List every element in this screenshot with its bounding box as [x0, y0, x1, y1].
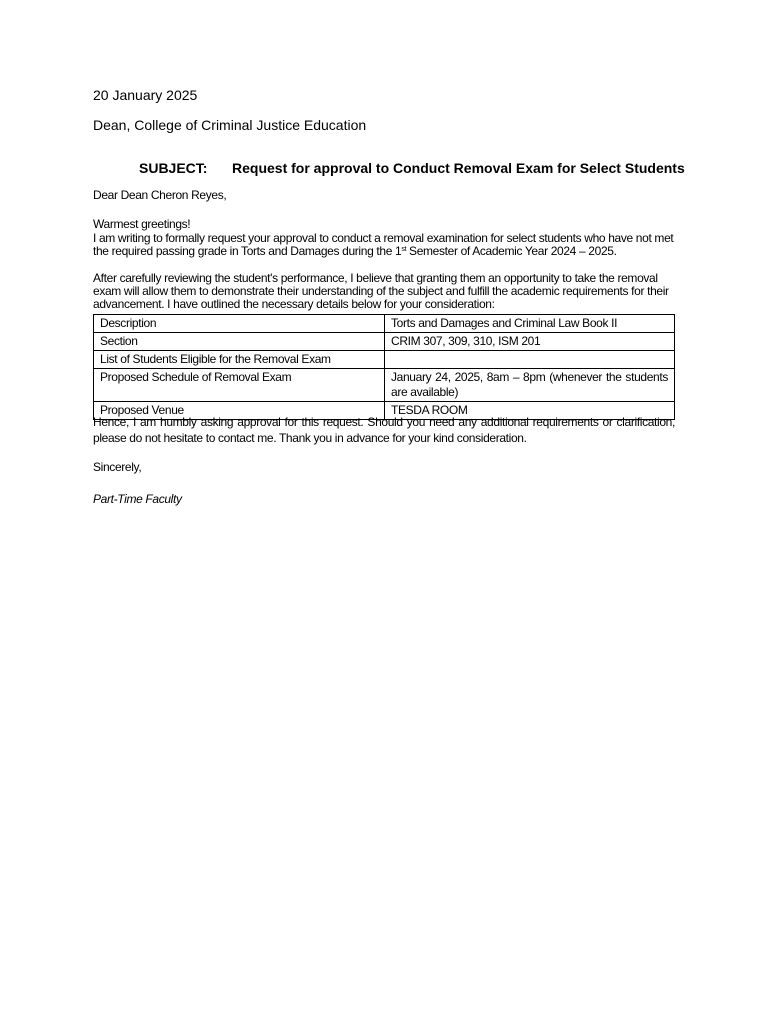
table-cell-label: Proposed Schedule of Removal Exam	[94, 369, 385, 402]
table-cell-value: TESDA ROOM	[385, 402, 675, 420]
table-cell-value	[385, 351, 675, 369]
table-cell-value: CRIM 307, 309, 310, ISM 201	[385, 333, 675, 351]
letter-recipient: Dean, College of Criminal Justice Education	[93, 117, 367, 133]
subject-label: SUBJECT:	[139, 160, 208, 176]
table-cell-value: January 24, 2025, 8am – 8pm (whenever the students are available)	[385, 369, 675, 402]
table-cell-label: Description	[94, 315, 385, 333]
paragraph-intro-main: I am writing to formally request your approval to conduct a removal examination for select students who have not met the required passing grade in Torts and Damages during the 1	[93, 231, 674, 258]
table-row	[94, 333, 675, 351]
table-cell-label: Proposed Venue	[94, 402, 385, 420]
ordinal-suffix: st	[401, 246, 407, 253]
signature-title: Part-Time Faculty	[93, 492, 182, 506]
salutation: Dear Dean Cheron Reyes,	[93, 188, 227, 202]
closing: Sincerely,	[93, 460, 142, 474]
table-row	[94, 315, 675, 333]
table-cell-label: Section	[94, 333, 385, 351]
paragraph-closing: Hence, I am humbly asking approval for this request. Should you need any additional requirements or clarification, please do not hesitate to contact me. Thank you in advance for your kind consideration.	[93, 415, 675, 445]
letter-date: 20 January 2025	[93, 87, 198, 103]
paragraph-intro-end: Semester of Academic Year 2024 – 2025.	[406, 244, 617, 258]
table-row	[94, 351, 675, 369]
letter-subject	[139, 159, 685, 177]
table-cell-value: Torts and Damages and Criminal Law Book II	[385, 315, 675, 333]
table-cell-label: List of Students Eligible for the Removal Exam	[94, 351, 385, 369]
subject-text: Request for approval to Conduct Removal Exam for Select Students	[232, 160, 685, 176]
details-table	[93, 314, 675, 420]
table-row	[94, 369, 675, 402]
greeting: Warmest greetings!	[93, 217, 191, 231]
paragraph-intro	[93, 232, 675, 258]
paragraph-review: After carefully reviewing the student's performance, I believe that granting them an opportunity to take the removal exam will allow them to demonstrate their understanding of the subject and fulfill the academic requirements for their advancement. I have outlined the necessary details below for your consideration:	[93, 271, 669, 311]
